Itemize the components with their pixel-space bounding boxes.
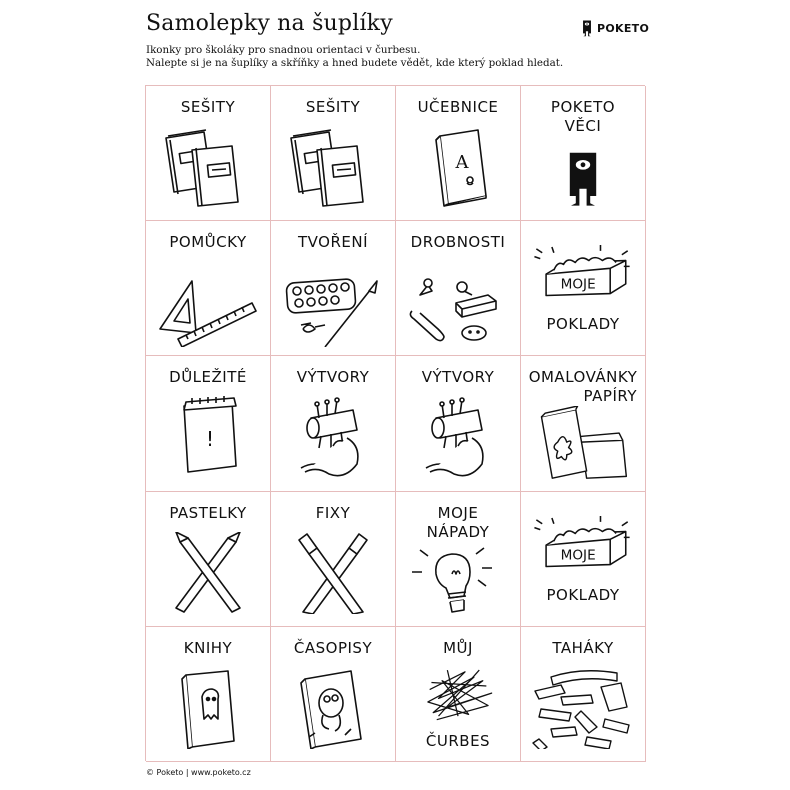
textbook-icon <box>406 126 510 208</box>
sticker-label: POKLADY <box>546 315 620 334</box>
sticker-label-line-2: VĚCI <box>564 117 602 135</box>
creations-icon <box>281 396 385 478</box>
crossed-markers-icon <box>281 532 385 614</box>
sticker-label: VÝTVORY <box>296 368 370 387</box>
sticker-casopisy <box>271 627 396 762</box>
sticker-sesity <box>271 86 396 221</box>
creations-icon <box>406 396 510 478</box>
scribble-mess-icon <box>406 663 510 725</box>
notepad-exclamation-icon <box>156 396 260 478</box>
treasure-box-icon <box>531 245 635 313</box>
sticker-label: TVOŘENÍ <box>297 233 368 252</box>
sticker-knihy <box>146 627 271 762</box>
sticker-label: DŮLEŽITÉ <box>169 368 247 387</box>
sticker-label: SEŠITY <box>180 98 236 116</box>
subtitle-line-1: Ikonky pro školáky pro snadnou orientaci v čurbesu. <box>146 44 421 56</box>
sticker-vytvory <box>396 356 521 491</box>
sticker-label: UČEBNICE <box>417 98 499 116</box>
poketo-monster-icon <box>531 148 635 208</box>
sticker-pastelky <box>146 492 271 627</box>
notebooks-icon <box>156 126 260 208</box>
sticker-label-line-1: POKETO <box>550 98 616 116</box>
page-title: Samolepky na šuplíky <box>146 11 393 36</box>
sticker-label-line-1: MOJE <box>437 503 479 522</box>
lightbulb-icon <box>406 546 510 616</box>
subtitle-line-2: Nalepte si je na šuplíky a skříňky a hned budete vědět, kde který poklad hledat. <box>146 57 564 69</box>
treasure-box-icon <box>531 516 635 584</box>
sticker-tahaky <box>521 627 646 762</box>
sticker-label-line-2: ČURBES <box>425 731 491 750</box>
poketo-monster-icon <box>580 19 594 37</box>
sticker-label: ČASOPISY <box>293 638 373 657</box>
coloring-book-papers-icon <box>531 406 635 480</box>
magazine-icon <box>281 667 385 749</box>
sticker-dulezite <box>146 356 271 491</box>
sticker-drobnosti <box>396 221 521 356</box>
sticker-label: TAHÁKY <box>552 638 614 657</box>
sticker-omalovanky <box>521 356 646 491</box>
sticker-label: PASTELKY <box>169 503 247 522</box>
sticker-label-secondary: PAPÍRY <box>583 387 637 406</box>
sticker-moje-napady <box>396 492 521 627</box>
small-items-icon <box>406 277 510 347</box>
sticker-pomucky <box>146 221 271 356</box>
paint-palette-brush-icon <box>281 277 385 347</box>
footer-copyright: © Poketo | www.poketo.cz <box>146 768 251 777</box>
sticker-muj-curbes <box>396 627 521 762</box>
sticker-label: VÝTVORY <box>421 368 495 387</box>
box-label: MOJE <box>560 276 596 293</box>
box-label: MOJE <box>560 547 596 564</box>
sticker-moje-poklady <box>521 221 646 356</box>
brand-name: POKETO <box>597 21 650 35</box>
crossed-pencils-icon <box>156 532 260 614</box>
sticker-vytvory <box>271 356 396 491</box>
sticker-label: FIXY <box>315 503 351 522</box>
page-subtitle <box>146 44 646 70</box>
brand-logo <box>580 17 649 39</box>
ruler-triangle-icon <box>156 277 260 347</box>
sticker-ucebnice <box>396 86 521 221</box>
sticker-sesity <box>146 86 271 221</box>
sticker-moje-poklady <box>521 492 646 627</box>
sticker-fixy <box>271 492 396 627</box>
book-letter: A <box>455 152 469 173</box>
sticker-grid <box>145 85 645 761</box>
sticker-label-line-1: MŮJ <box>443 638 473 657</box>
sticker-label: OMALOVÁNKY <box>528 368 638 387</box>
notebooks-icon <box>281 126 385 208</box>
ghost-book-icon <box>156 667 260 749</box>
sticker-label-line-2: NÁPADY <box>426 522 490 541</box>
sticker-label: SEŠITY <box>305 98 361 116</box>
exclamation-mark: ! <box>205 427 215 452</box>
sticker-label: POKLADY <box>546 585 620 604</box>
sticker-label: DROBNOSTI <box>410 233 506 252</box>
sticker-poketo-veci <box>521 86 646 221</box>
cheat-sheets-icon <box>531 667 635 749</box>
sticker-tvoreni <box>271 221 396 356</box>
header <box>146 10 646 70</box>
sticker-label: POMŮCKY <box>169 233 247 252</box>
sticker-label: KNIHY <box>183 638 233 657</box>
